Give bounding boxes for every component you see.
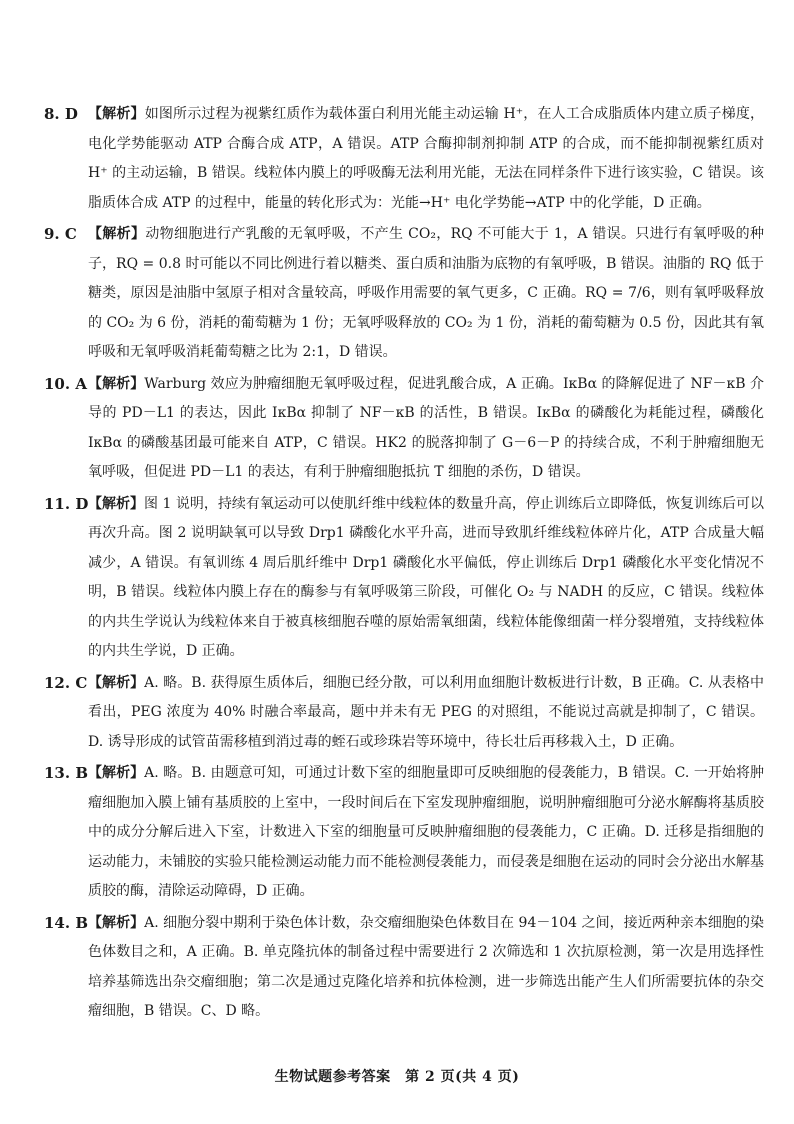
answer-item-13 <box>44 759 764 907</box>
answer-number: 8. D <box>44 105 78 123</box>
analysis-text: A. 略。B. 获得原生质体后，细胞已经分散，可以利用血细胞计数板进行计数，B 正确。C. 从表格中看出，PEG 浓度为 40% 时融合率最高，题中并未有无 PEG 的对照组，不能说过高就是抑制了，C 错误。D. 诱导形成的试管苗需移植到消过毒的蛭石或珍珠岩等环境中，待长壮后再移栽入土，D 正确。 <box>88 674 764 750</box>
analysis-tag: 【解析】 <box>88 765 145 781</box>
answer-number: 13. B <box>44 764 88 782</box>
answer-item-8 <box>44 100 764 218</box>
answer-body <box>88 370 764 488</box>
answer-body <box>88 669 764 758</box>
answer-body <box>88 490 764 667</box>
analysis-text: 动物细胞进行产乳酸的无氧呼吸，不产生 CO₂，RQ 不可能大于 1，A 错误。只进行有氧呼吸的种子，RQ = 0.8 时可能以不同比例进行着以糖类、蛋白质和油脂为底物的有氧呼吸，B 错误。油脂的 RQ 低于糖类，原因是油脂中氢原子相对含量较高，呼吸作用需要的氧气更多，C 正确。RQ = 7/6，则有氧呼吸释放的 CO₂ 为 6 份，消耗的葡萄糖为 1 份；无氧呼吸释放的 CO₂ 为 1 份，消耗的葡萄糖为 0.5 份，因此其有氧呼吸和无氧呼吸消耗葡萄糖之比为 2:1，D 错误。 <box>88 226 765 360</box>
answer-body <box>88 759 764 907</box>
answer-item-12 <box>44 669 764 758</box>
answer-item-14 <box>44 909 764 1027</box>
answer-item-10 <box>44 370 764 488</box>
answer-number: 10. A <box>44 374 87 393</box>
analysis-tag: 【解析】 <box>88 674 145 691</box>
answer-item-9 <box>44 220 764 368</box>
analysis-text: 图 1 说明，持续有氧运动可以使肌纤维中线粒体的数量升高，停止训练后立即降低，恢复训练后可以再次升高。图 2 说明缺氧可以导致 Drp1 磷酸化水平升高，进而导致肌纤维线粒体碎片化，ATP 合成量大幅减少，A 错误。有氧训练 4 周后肌纤维中 Drp1 磷酸化水平偏低，停止训练后 Drp1 磷酸化水平变化情况不明，B 错误。线粒体内膜上存在的酶参与有氧呼吸第三阶段，可催化 O₂ 与 NADH 的反应，C 错误。线粒体的内共生学说认为线粒体来自于被真核细胞吞噬的原始需氧细菌，线粒体能像细菌一样分裂增殖，支持线粒体的内共生学说，D 正确。 <box>88 495 764 659</box>
analysis-tag: 【解析】 <box>88 106 145 122</box>
analysis-text: A. 细胞分裂中期利于染色体计数，杂交瘤细胞染色体数目在 94－104 之间，接近两种亲本细胞的染色体数目之和，A 正确。B. 单克隆抗体的制备过程中需要进行 2 次筛选和 1 次抗原检测，第一次是用选择性培养基筛选出杂交瘤细胞；第二次是通过克隆化培养和抗体检测，进一步筛选出能产生人们所需要抗体的杂交瘤细胞，B 错误。C、D 略。 <box>88 914 764 1019</box>
analysis-tag: 【解析】 <box>88 914 145 931</box>
answer-number: 14. B <box>44 913 88 932</box>
analysis-tag: 【解析】 <box>88 226 146 242</box>
answer-body <box>88 220 764 368</box>
page-footer: 生物试题参考答案 第 2 页(共 4 页) <box>274 1069 520 1085</box>
answer-body <box>88 100 764 218</box>
analysis-text: A. 略。B. 由题意可知，可通过计数下室的细胞量即可反映细胞的侵袭能力，B 错误。C. 一开始将肿瘤细胞加入膜上铺有基质胶的上室中，一段时间后在下室发现肿瘤细胞，说明肿瘤细胞可分泌水解酶将基质胶中的成分分解后进入下室，计数进入下室的细胞量可反映肿瘤细胞的侵袭能力，C 正确。D. 迁移是指细胞的运动能力，未铺胶的实验只能检测运动能力而不能检测侵袭能力，而侵袭是细胞在运动的同时会分泌出水解基质胶的酶，清除运动障碍，D 正确。 <box>88 765 764 899</box>
answer-body <box>88 909 764 1027</box>
answer-list <box>44 100 764 1029</box>
analysis-text: Warburg 效应为肿瘤细胞无氧呼吸过程，促进乳酸合成，A 正确。IκBα 的降解促进了 NF－κB 介导的 PD－L1 的表达，因此 IκBα 抑制了 NF－κB 的活性，B 错误。IκBα 的磷酸化为耗能过程，磷酸化 IκBα 的磷酸基团最可能来自 ATP，C 错误。HK2 的脱落抑制了 G－6－P 的持续合成，不利于肿瘤细胞无氧呼吸，但促进 PD－L1 的表达，有利于肿瘤细胞抵抗 T 细胞的杀伤，D 错误。 <box>88 375 765 480</box>
answer-number: 12. C <box>44 673 88 692</box>
answer-number: 9. C <box>44 225 77 243</box>
analysis-tag: 【解析】 <box>88 375 145 392</box>
answer-number: 11. D <box>44 494 89 513</box>
analysis-tag: 【解析】 <box>88 495 145 512</box>
analysis-text: 如图所示过程为视紫红质作为载体蛋白利用光能主动运输 H⁺，在人工合成脂质体内建立质子梯度，电化学势能驱动 ATP 合酶合成 ATP，A 错误。ATP 合酶抑制剂抑制 ATP 的合成，而不能抑制视紫红质对 H⁺ 的主动运输，B 错误。线粒体内膜上的呼吸酶无法利用光能，无法在同样条件下进行该实验，C 错误。该脂质体合成 ATP 的过程中，能量的转化形式为：光能→H⁺ 电化学势能→ATP 中的化学能，D 正确。 <box>88 106 765 211</box>
answer-item-11 <box>44 490 764 667</box>
